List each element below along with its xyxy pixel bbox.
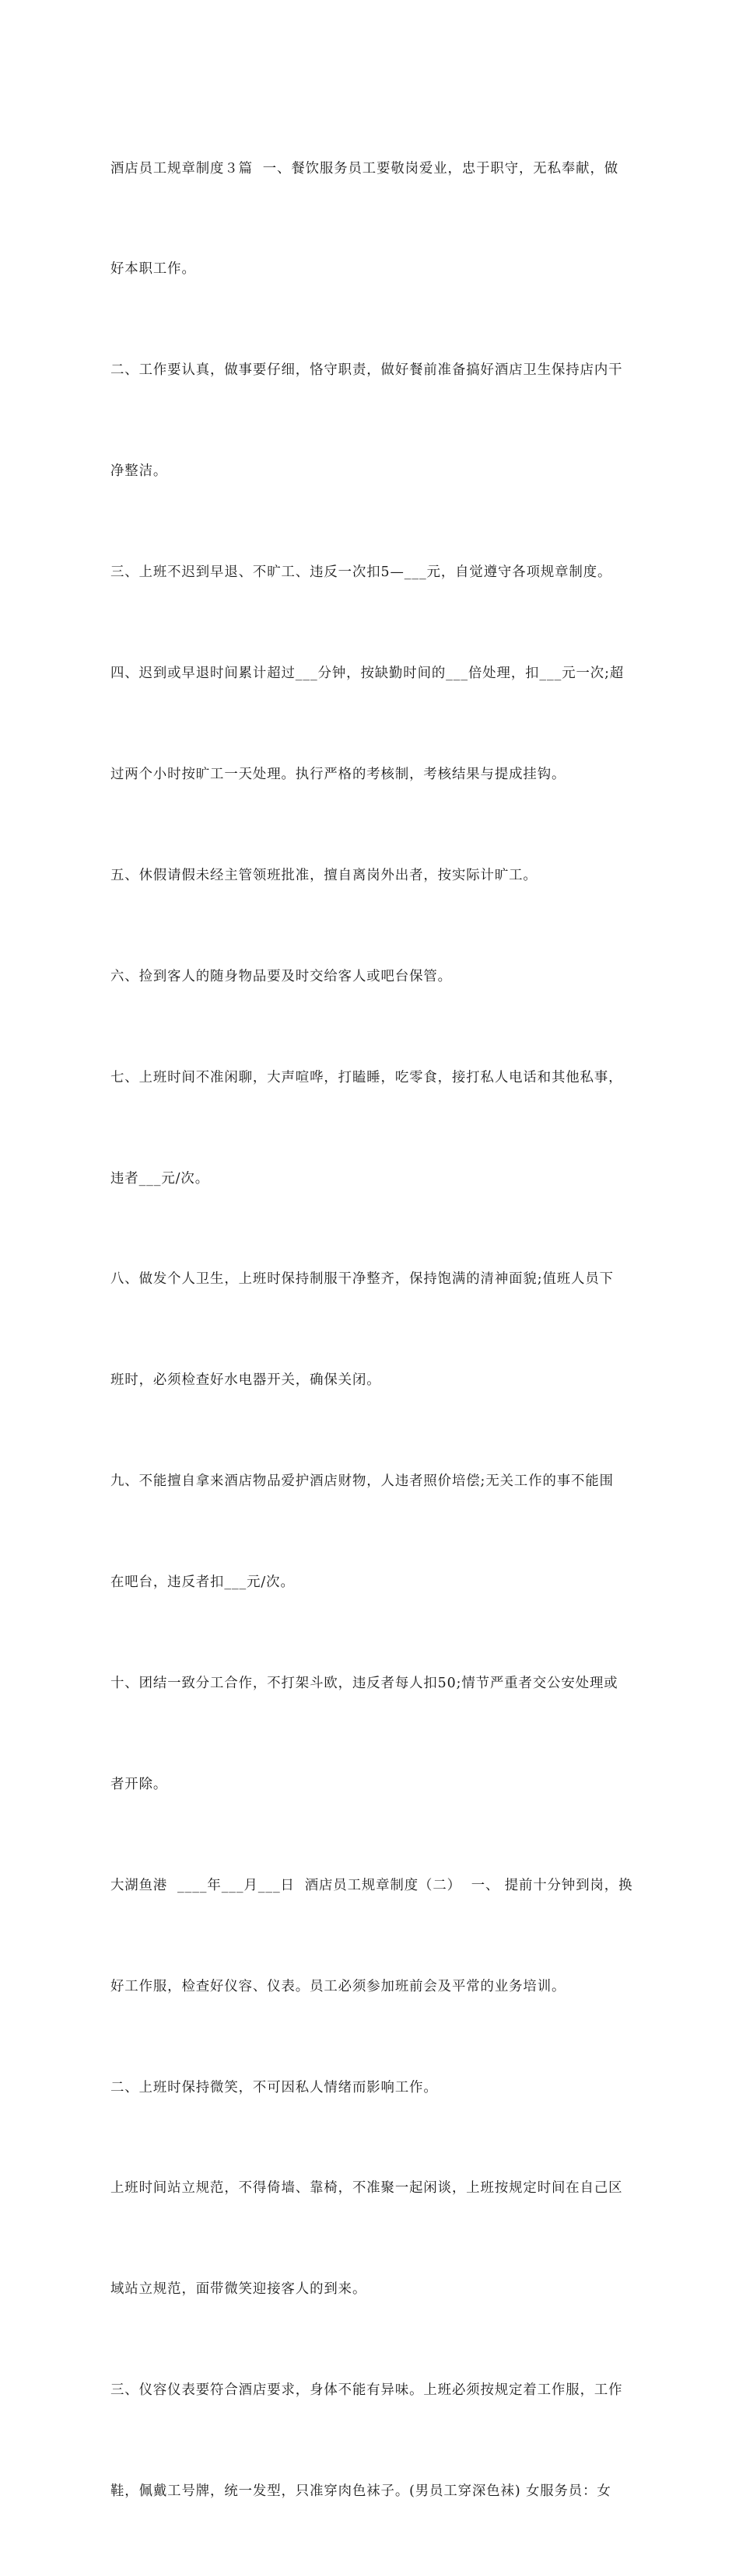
text-line: 四、迟到或早退时间累计超过___分钟，按缺勤时间的___倍处理，扣___元一次;超 <box>110 666 625 682</box>
text-line: 好本职工作。 <box>110 261 196 278</box>
text-line: 九、不能擅自拿来酒店物品爱护酒店财物，人违者照价培偿;无关工作的事不能围 <box>110 1473 614 1490</box>
text-line: 酒店员工规章制度３篇 一、餐饮服务员工要敬岗爱业，忠于职守，无私奉献，做 <box>110 160 619 177</box>
text-line: 二、上班时保持微笑，不可因私人情绪而影响工作。 <box>110 2079 438 2095</box>
text-line: 鞋，佩戴工号牌，统一发型，只准穿肉色袜子。(男员工穿深色袜) 女服务员：女 <box>110 2483 611 2500</box>
text-line: 八、做发个人卫生，上班时保持制服干净整齐，保持饱满的清神面貌;值班人员下 <box>110 1271 614 1288</box>
document-body <box>110 85 632 2576</box>
text-line: 域站立规范，面带微笑迎接客人的到来。 <box>110 2281 367 2298</box>
text-line: 大湖鱼港 ____年___月___日 酒店员工规章制度（二） 一、 提前十分钟到岗，换 <box>110 1877 633 1893</box>
text-line: 十、团结一致分工合作，不打架斗欧，违反者每人扣50;情节严重者交公安处理或 <box>110 1675 618 1691</box>
text-line: 五、休假请假未经主管领班批准，擅自离岗外出者，按实际计旷工。 <box>110 867 538 883</box>
text-line: 好工作服，检查好仪容、仪表。员工必须参加班前会及平常的业务培训。 <box>110 1978 566 1994</box>
text-line: 者开除。 <box>110 1776 168 1792</box>
text-line: 三、仪容仪表要符合酒店要求，身体不能有异味。上班必须按规定着工作服，工作 <box>110 2382 623 2399</box>
text-line: 违者___元/次。 <box>110 1170 209 1187</box>
text-line: 六、捡到客人的随身物品要及时交给客人或吧台保管。 <box>110 968 452 984</box>
text-line: 上班时间站立规范，不得倚墙、靠椅，不准聚一起闲谈，上班按规定时间在自己区 <box>110 2180 623 2197</box>
text-line: 过两个小时按旷工一天处理。执行严格的考核制，考核结果与提成挂钩。 <box>110 766 566 782</box>
text-line: 净整洁。 <box>110 463 168 480</box>
text-line: 七、上班时间不准闲聊，大声喧哗，打瞌睡，吃零食，接打私人电话和其他私事， <box>110 1069 623 1085</box>
text-line: 三、上班不迟到早退、不旷工、违反一次扣5—___元，自觉遵守各项规章制度。 <box>110 564 612 581</box>
text-line: 在吧台，违反者扣___元/次。 <box>110 1575 295 1591</box>
text-line: 二、工作要认真，做事要仔细，恪守职责，做好餐前准备搞好酒店卫生保持店内干 <box>110 362 623 379</box>
text-line: 班时，必须检查好水电器开关，确保关闭。 <box>110 1372 381 1389</box>
